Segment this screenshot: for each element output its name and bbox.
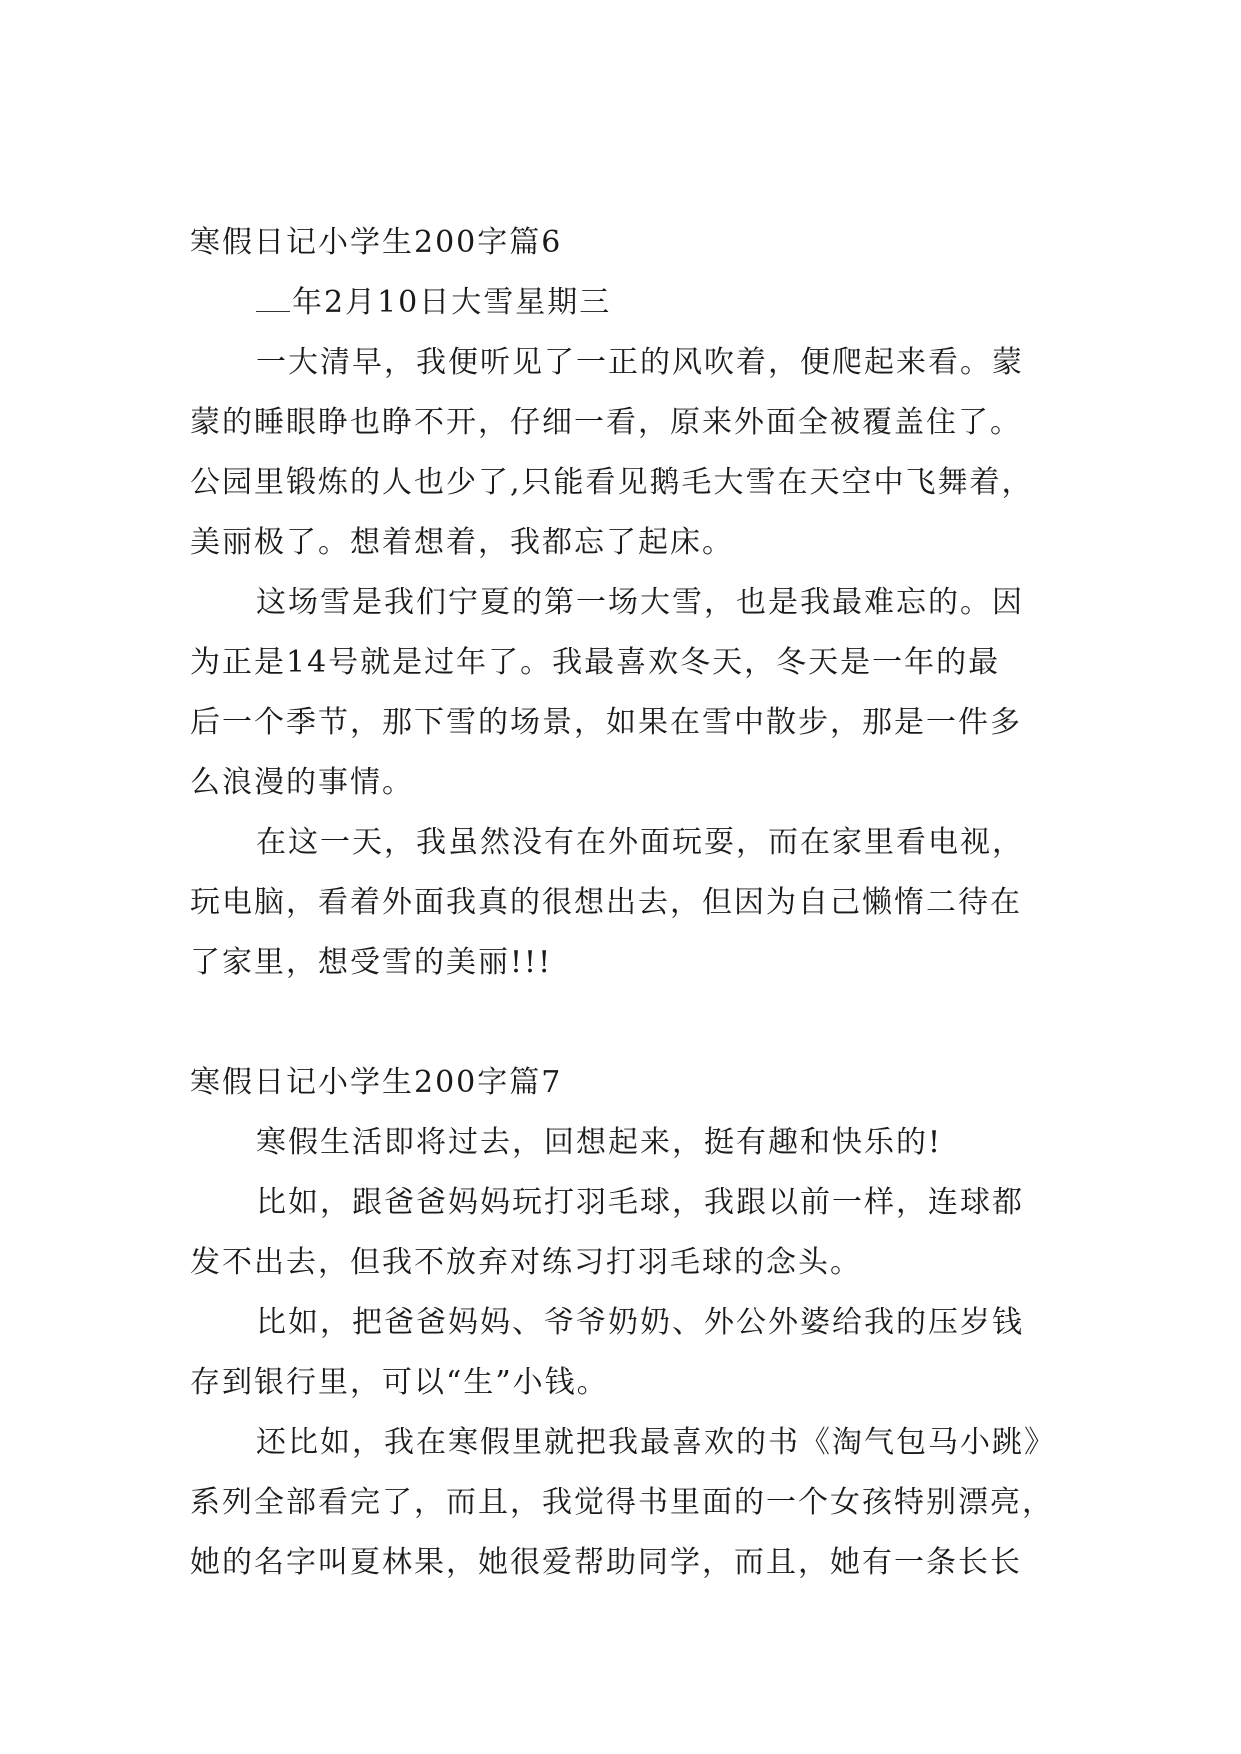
paragraph-line: 后一个季节，那下雪的场景，如果在雪中散步，那是一件多 — [190, 705, 1022, 740]
paragraph-line: 比如，跟爸爸妈妈玩打羽毛球，我跟以前一样，连球都 — [256, 1185, 1024, 1220]
paragraph-line: 这场雪是我们宁夏的第一场大雪，也是我最难忘的。因 — [256, 585, 1024, 620]
paragraph-line: 么浪漫的事情。 — [190, 765, 414, 800]
paragraph-line: 比如，把爸爸妈妈、爷爷奶奶、外公外婆给我的压岁钱 — [256, 1305, 1024, 1340]
paragraph-line: 她的名字叫夏林果，她很爱帮助同学，而且，她有一条长长 — [190, 1545, 1022, 1580]
diary-date-line — [256, 283, 611, 323]
section-7-title: 寒假日记小学生200字篇7 — [190, 1065, 563, 1100]
section-6-title: 寒假日记小学生200字篇6 — [190, 225, 563, 260]
date-blank — [256, 285, 290, 312]
paragraph-line: 了家里，想受雪的美丽!!! — [190, 945, 553, 980]
paragraph-line: 系列全部看完了，而且，我觉得书里面的一个女孩特别漂亮， — [190, 1485, 1054, 1520]
paragraph-line: 玩电脑，看着外面我真的很想出去，但因为自己懒惰二待在 — [190, 885, 1022, 920]
paragraph-line: 在这一天，我虽然没有在外面玩耍，而在家里看电视， — [256, 825, 1024, 860]
paragraph-line: 蒙的睡眼睁也睁不开，仔细一看，原来外面全被覆盖住了。 — [190, 405, 1022, 440]
paragraph-line: 公园里锻炼的人也少了,只能看见鹅毛大雪在天空中飞舞着， — [190, 465, 1034, 500]
paragraph-line: 发不出去，但我不放弃对练习打羽毛球的念头。 — [190, 1245, 862, 1280]
diary-date: 年2月10日大雪星期三 — [292, 285, 612, 320]
paragraph-line: 还比如，我在寒假里就把我最喜欢的书《淘气包马小跳》 — [256, 1425, 1056, 1460]
paragraph-line: 为正是14号就是过年了。我最喜欢冬天，冬天是一年的最 — [190, 645, 1001, 680]
paragraph-line: 寒假生活即将过去，回想起来，挺有趣和快乐的! — [256, 1125, 943, 1160]
paragraph-line: 存到银行里，可以“生”小钱。 — [190, 1365, 609, 1400]
paragraph-line: 美丽极了。想着想着，我都忘了起床。 — [190, 525, 734, 560]
paragraph-line: 一大清早，我便听见了一正的风吹着，便爬起来看。蒙 — [256, 345, 1024, 380]
